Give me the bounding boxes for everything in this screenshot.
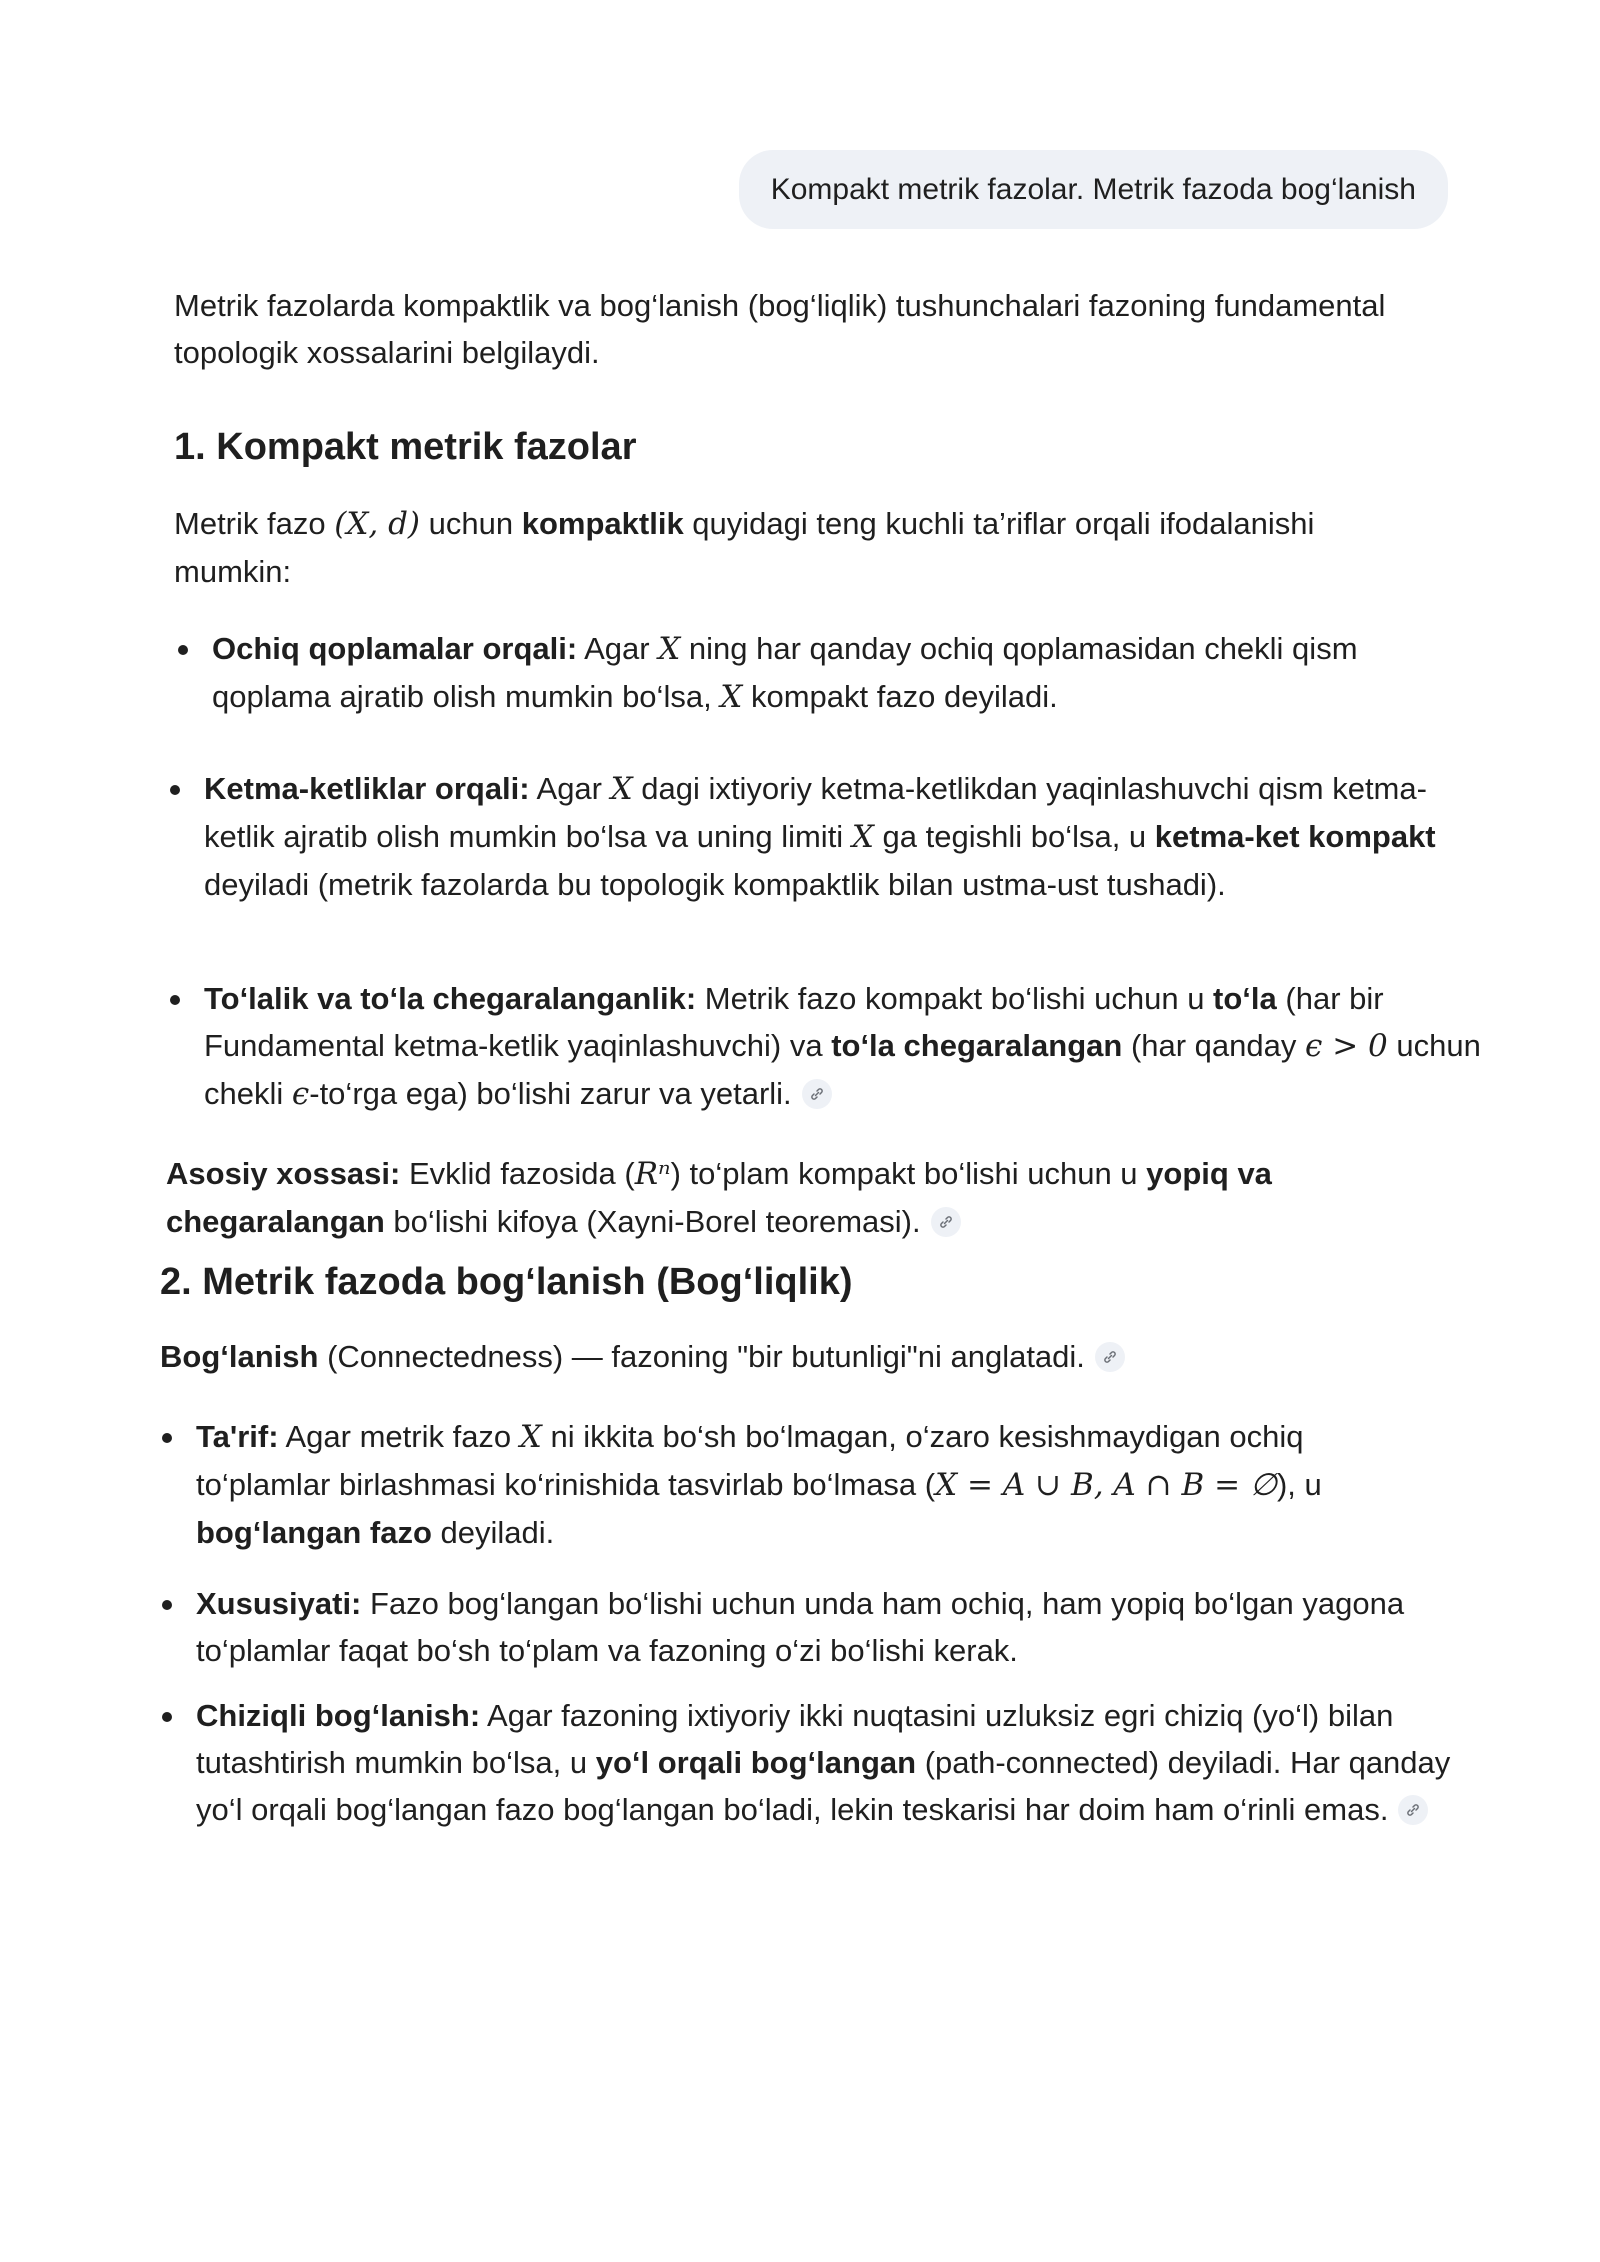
section-heading-compact: 1. Kompakt metrik fazolar (174, 426, 637, 468)
text: Agar (577, 631, 659, 666)
bold-term: yopiq va chegaralangan (166, 1156, 1272, 1239)
list-item-completeness (166, 975, 1484, 1118)
text: ga tegishli bo‘lsa, u (873, 819, 1155, 854)
link-icon[interactable] (1095, 1342, 1125, 1372)
list-item-sequences (166, 765, 1474, 908)
math: X (610, 771, 633, 807)
text: (har qanday (1122, 1028, 1305, 1063)
bold-term: kompaktlik (521, 506, 684, 541)
text: dagi ixtiyoriy ketma-ketlikdan yaqinlashuvchi qism ketma-ketlik ajratib olish mumkin bo‘lsa va uning limiti (204, 771, 1427, 854)
text: ni ikkita bo‘sh bo‘lmagan, o‘zaro kesishmaydigan ochiq to‘plamlar birlashmasi ko‘rinishida tasvirlab bo‘lmasa ( (196, 1419, 1304, 1502)
math: X (519, 1419, 542, 1455)
bold-term: Ta'rif: (196, 1419, 279, 1454)
bold-term: ketma-ket kompakt (1154, 819, 1436, 854)
math: ϵ > 0 (1305, 1028, 1388, 1064)
math: X (851, 819, 874, 855)
text: ning har qanday ochiq qoplamasidan chekli qism qoplama ajratib olish mumkin bo‘lsa, (212, 631, 1358, 714)
math: X (658, 631, 681, 667)
text: uchun (420, 506, 522, 541)
intro-paragraph: Metrik fazolarda kompaktlik va bog‘lanish (bog‘liqlik) tushunchalari fazoning fundamental topologik xossalarini belgilaydi. (174, 288, 1386, 370)
text: Metrik fazo (174, 506, 335, 541)
text: (har bir Fundamental ketma-ketlik yaqinlashuvchi) va (204, 981, 1384, 1063)
text: ), u (1276, 1467, 1322, 1502)
list-item-path-connected (158, 1692, 1466, 1833)
text: deyiladi. (431, 1515, 555, 1550)
bold-term: Ketma-ketliklar orqali: (204, 771, 530, 806)
text: quyidagi teng kuchli ta’riflar orqali ifodalanishi mumkin: (174, 506, 1315, 589)
text: (path-connected) deyiladi. Har qanday yo‘l orqali bog‘langan fazo bog‘langan bo‘ladi, lekin teskarisi har doim ham o‘rinli emas. (196, 1745, 1451, 1827)
list-item-definition (158, 1413, 1446, 1556)
text: Agar (529, 771, 611, 806)
math: ϵ (291, 1076, 310, 1112)
text: bo‘lishi kifoya (Xayni-Borel teoremasi). (384, 1204, 921, 1239)
bold-term: bog‘langan fazo (196, 1515, 432, 1550)
bold-term: Chiziqli bog‘lanish: (196, 1698, 481, 1733)
bold-term: to‘la (1213, 981, 1277, 1016)
bold-term: Bog‘lanish (160, 1339, 319, 1374)
section-heading-connectedness: 2. Metrik fazoda bog‘lanish (Bog‘liqlik) (160, 1261, 853, 1303)
text: Agar fazoning ixtiyoriy ikki nuqtasini uzluksiz egri chiziq (yo‘l) bilan tutashtirish mumkin bo‘lsa, u (196, 1698, 1394, 1780)
bold-term: Asosiy xossasi: (166, 1156, 401, 1191)
text: uchun chekli (204, 1028, 1481, 1111)
list-item-open-covers (174, 625, 1462, 721)
compact-definition-paragraph (174, 500, 1434, 595)
text: ) to‘plam kompakt bo‘lishi uchun u (670, 1156, 1147, 1191)
text: Metrik fazo kompakt bo‘lishi uchun u (696, 981, 1214, 1016)
link-icon[interactable] (802, 1079, 832, 1109)
text: deyiladi (metrik fazolarda bu topologik kompaktlik bilan ustma-ust tushadi). (204, 867, 1226, 902)
link-icon[interactable] (1398, 1795, 1428, 1825)
text: kompakt fazo deyiladi. (742, 679, 1058, 714)
math: Rⁿ (634, 1156, 671, 1192)
main-property-paragraph (166, 1150, 1416, 1245)
bold-term: Xususiyati: (196, 1586, 362, 1621)
bold-term: Ochiq qoplamalar orqali: (212, 631, 578, 666)
text: Evklid fazosida ( (400, 1156, 635, 1191)
bold-term: To‘lalik va to‘la chegaralanganlik: (204, 981, 697, 1016)
user-query-bubble: Kompakt metrik fazolar. Metrik fazoda bog‘lanish (739, 150, 1448, 229)
bold-term: to‘la chegaralangan (831, 1028, 1123, 1063)
text: Agar metrik fazo (278, 1419, 520, 1454)
link-icon[interactable] (931, 1207, 961, 1237)
math: (X, d) (334, 506, 421, 542)
list-item-property (158, 1580, 1446, 1674)
text: Fazo bog‘langan bo‘lishi uchun unda ham ochiq, ham yopiq bo‘lgan yagona to‘plamlar faqat bo‘sh to‘plam va fazoning o‘zi bo‘lishi kerak. (196, 1586, 1405, 1668)
connectedness-intro-paragraph (160, 1333, 1410, 1380)
math: X (720, 679, 743, 715)
bold-term: yo‘l orqali bog‘langan (595, 1745, 917, 1780)
text: -to‘rga ega) bo‘lishi zarur va yetarli. (309, 1076, 792, 1111)
math: X = A ∪ B, A ∩ B = ∅ (935, 1467, 1277, 1503)
text: (Connectedness) — fazoning "bir butunligi"ni anglatadi. (318, 1339, 1085, 1374)
